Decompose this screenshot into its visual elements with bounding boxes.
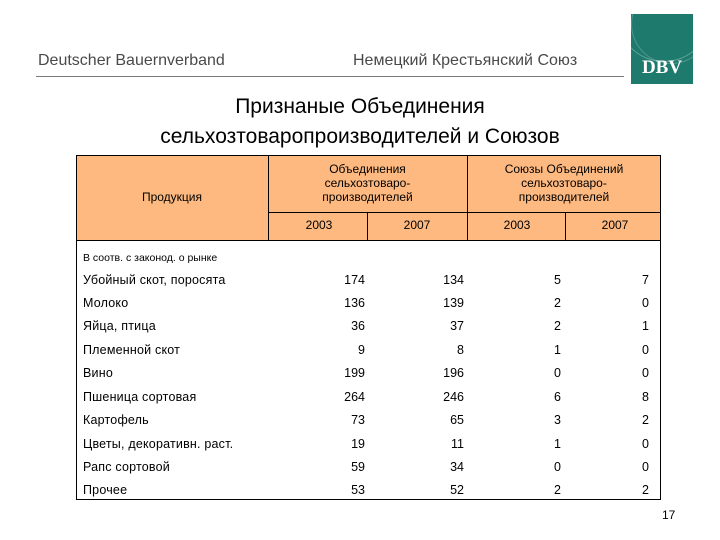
section-label: В соотв. с законод. о рынке [83, 252, 218, 264]
row-value: 0 [642, 343, 649, 357]
row-value: 139 [443, 296, 464, 310]
row-value: 5 [554, 273, 561, 287]
group1-header [269, 162, 466, 204]
year-header-4: 2007 [601, 218, 629, 232]
dbv-logo [631, 14, 693, 84]
table-row [77, 479, 660, 501]
year-header-2: 2007 [403, 218, 431, 232]
row-value: 3 [554, 413, 561, 427]
row-value: 53 [351, 483, 365, 497]
row-value: 1 [554, 343, 561, 357]
header-vline-2 [467, 156, 468, 240]
row-value: 2 [554, 296, 561, 310]
header-vline-3 [367, 212, 368, 240]
row-value: 199 [344, 366, 365, 380]
row-value: 2 [642, 413, 649, 427]
row-label: Рапс сортовой [83, 460, 170, 474]
row-value: 34 [450, 460, 464, 474]
row-label: Пшеница сортовая [83, 390, 197, 404]
table-row [77, 362, 660, 384]
row-value: 37 [450, 319, 464, 333]
row-value: 2 [554, 319, 561, 333]
row-value: 59 [351, 460, 365, 474]
year-header-1: 2003 [305, 218, 333, 232]
row-label: Картофель [83, 413, 149, 427]
page-number: 17 [662, 508, 676, 522]
table-row [77, 409, 660, 431]
row-label: Цветы, декоративн. раст. [83, 437, 234, 451]
row-value: 0 [554, 366, 561, 380]
row-value: 246 [443, 390, 464, 404]
product-column-header: Продукция [141, 190, 203, 204]
row-value: 2 [642, 483, 649, 497]
row-label: Яйца, птица [83, 319, 156, 333]
row-value: 0 [642, 296, 649, 310]
group1-header-line1: Объединения [329, 162, 406, 176]
row-label: Молоко [83, 296, 129, 310]
row-value: 8 [457, 343, 464, 357]
header-left-text: Deutscher Bauernverband [38, 52, 225, 69]
row-value: 0 [642, 460, 649, 474]
row-value: 9 [358, 343, 365, 357]
row-value: 0 [642, 366, 649, 380]
table-row [77, 269, 660, 291]
row-label: Вино [83, 366, 113, 380]
row-value: 36 [351, 319, 365, 333]
header-vline-1 [268, 156, 269, 240]
title-line-1: Признаные Объединения [235, 95, 485, 118]
row-value: 7 [642, 273, 649, 287]
group1-header-line3: производителей [322, 190, 413, 204]
row-value: 52 [450, 483, 464, 497]
group2-header [468, 162, 660, 204]
table-row [77, 456, 660, 478]
row-label: Прочее [83, 483, 128, 497]
header-vline-4 [565, 212, 566, 240]
row-value: 264 [344, 390, 365, 404]
row-value: 73 [351, 413, 365, 427]
row-label: Племенной скот [83, 343, 181, 357]
row-value: 8 [642, 390, 649, 404]
row-label: Убойный скот, поросята [83, 273, 226, 287]
row-value: 136 [344, 296, 365, 310]
header-hline-1 [268, 212, 660, 213]
row-value: 1 [642, 319, 649, 333]
row-value: 174 [344, 273, 365, 287]
group2-header-line1: Союзы Объединений [504, 162, 624, 176]
header-bottom-line [77, 240, 660, 241]
row-value: 2 [554, 483, 561, 497]
logo-text: DBV [641, 57, 683, 78]
row-value: 19 [351, 437, 365, 451]
year-header-3: 2003 [503, 218, 531, 232]
row-value: 11 [451, 437, 464, 451]
slide-title [0, 92, 720, 152]
group1-header-line2: сельхозтоваро- [324, 176, 411, 190]
group2-header-line3: производителей [518, 190, 610, 204]
row-value: 0 [554, 460, 561, 474]
group2-header-line2: сельхозтоваро- [521, 176, 607, 190]
table-row [77, 433, 660, 455]
row-value: 0 [642, 437, 649, 451]
table-row [77, 339, 660, 361]
data-table [76, 155, 661, 500]
row-value: 6 [554, 390, 561, 404]
table-row [77, 386, 660, 408]
table-row [77, 315, 660, 337]
header-divider [36, 76, 624, 77]
row-value: 196 [443, 366, 464, 380]
row-value: 1 [554, 437, 561, 451]
header-right-text: Немецкий Крестьянский Союз [353, 52, 578, 69]
title-line-2: сельхозтоваропроизводителей и Союзов [160, 125, 560, 148]
row-value: 65 [450, 413, 464, 427]
table-row [77, 292, 660, 314]
row-value: 134 [443, 273, 464, 287]
